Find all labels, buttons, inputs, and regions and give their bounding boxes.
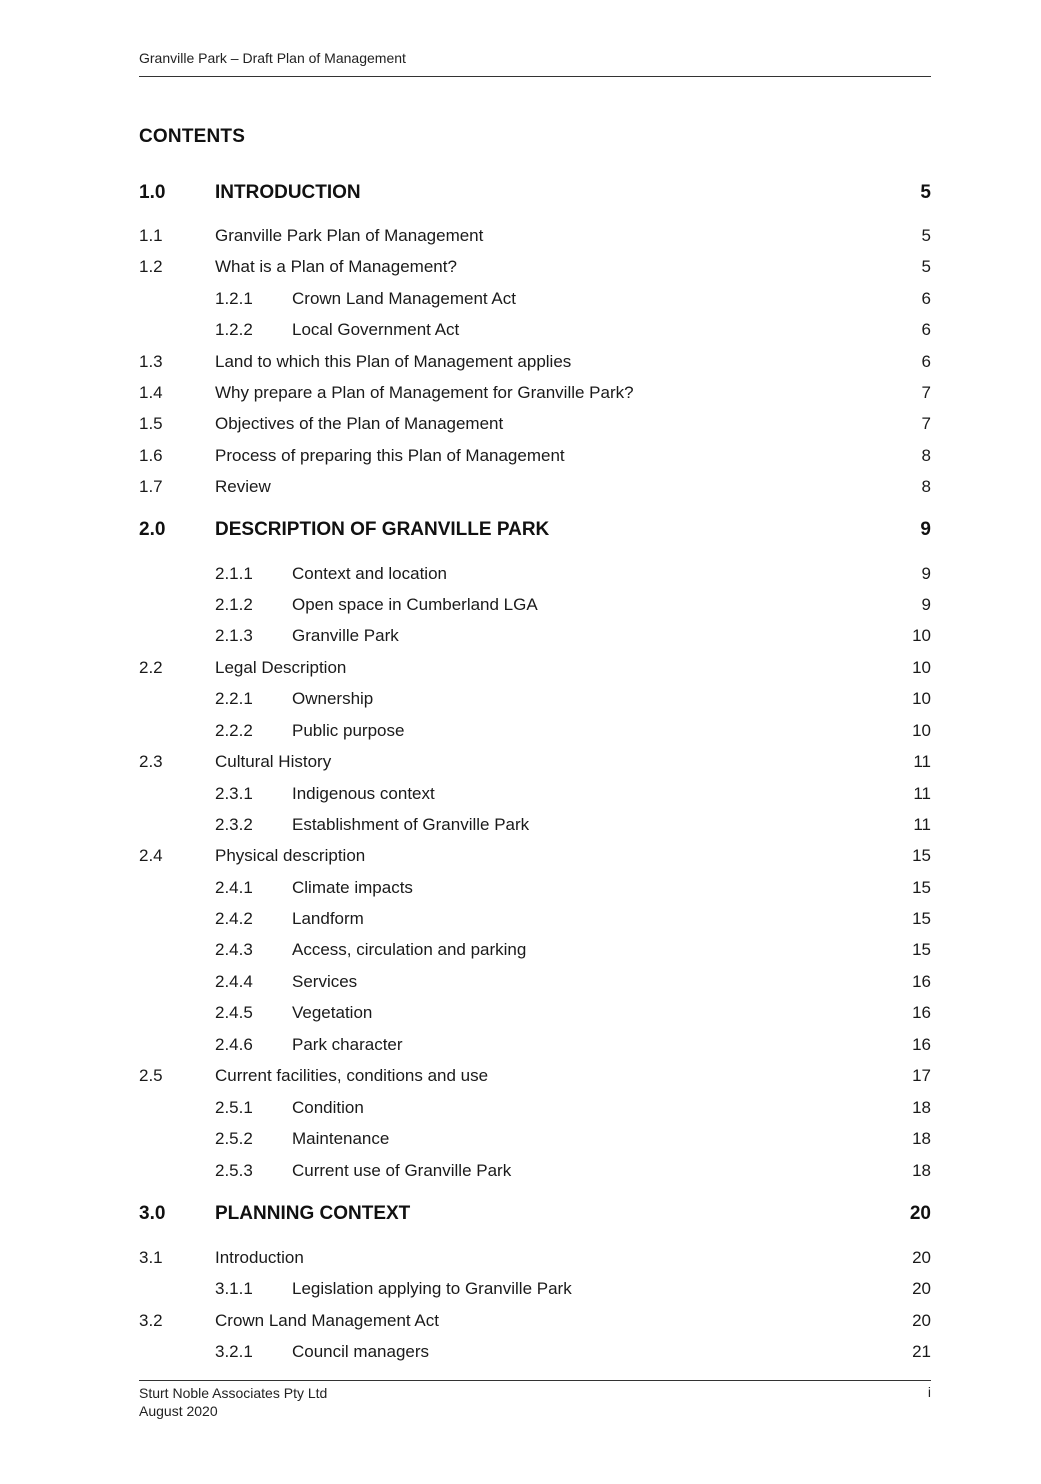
- toc-entry[interactable]: [139, 658, 931, 684]
- toc-number: 2.3.2: [215, 815, 253, 834]
- toc-section-heading[interactable]: [139, 182, 931, 208]
- toc-number: 2.4.1: [215, 878, 253, 897]
- toc-page-number: 8: [921, 446, 931, 465]
- toc-title: Local Government Act: [292, 320, 460, 339]
- toc-title: Granville Park Plan of Management: [215, 226, 484, 245]
- toc-subentry[interactable]: [139, 1035, 931, 1061]
- toc-subentry[interactable]: [139, 564, 931, 590]
- toc-page-number: 20: [912, 1279, 931, 1298]
- toc-page-number: 9: [921, 595, 931, 614]
- toc-number: 2.4: [139, 846, 163, 865]
- toc-entry[interactable]: [139, 257, 931, 283]
- toc-number: 1.2.1: [215, 289, 253, 308]
- toc-page-number: 15: [912, 846, 931, 865]
- toc-page-number: 10: [912, 626, 931, 645]
- toc-page-number: 16: [912, 972, 931, 991]
- toc-title: Objectives of the Plan of Management: [215, 414, 504, 433]
- toc-number: 2.5: [139, 1066, 163, 1085]
- toc-number: 3.2: [139, 1311, 163, 1330]
- toc-subentry[interactable]: [139, 940, 931, 966]
- footer-company: Sturt Noble Associates Pty Ltd: [139, 1385, 328, 1401]
- toc-title: Access, circulation and parking: [292, 940, 527, 959]
- toc-page-number: 7: [921, 383, 931, 402]
- toc-number: 1.6: [139, 446, 163, 465]
- toc-entry[interactable]: [139, 226, 931, 252]
- toc-number: 2.3: [139, 752, 163, 771]
- toc-title: Process of preparing this Plan of Management: [215, 446, 565, 465]
- toc-entry[interactable]: [139, 846, 931, 872]
- toc-title: Introduction: [215, 1248, 304, 1267]
- toc-number: 2.2.1: [215, 689, 253, 708]
- toc-page-number: 21: [912, 1342, 931, 1361]
- toc-number: 2.4.6: [215, 1035, 253, 1054]
- toc-title: Context and location: [292, 564, 447, 583]
- toc-title: Open space in Cumberland LGA: [292, 595, 538, 614]
- toc-title: Climate impacts: [292, 878, 413, 897]
- toc-page-number: 16: [912, 1035, 931, 1054]
- toc-subentry[interactable]: [139, 1003, 931, 1029]
- toc-page-number: 18: [912, 1161, 931, 1180]
- toc-entry[interactable]: [139, 414, 931, 440]
- toc-number: 1.1: [139, 226, 163, 245]
- toc-number: 2.2.2: [215, 721, 253, 740]
- toc-title: Crown Land Management Act: [215, 1311, 439, 1330]
- toc-page-number: 16: [912, 1003, 931, 1022]
- toc-title: Indigenous context: [292, 784, 435, 803]
- toc-number: 1.5: [139, 414, 163, 433]
- toc-page-number: 5: [921, 226, 931, 245]
- toc-number: 1.2.2: [215, 320, 253, 339]
- toc-entry[interactable]: [139, 1066, 931, 1092]
- toc-entry[interactable]: [139, 352, 931, 378]
- toc-number: 2.4.5: [215, 1003, 253, 1022]
- toc-page-number: 15: [912, 909, 931, 928]
- toc-number: 1.4: [139, 383, 163, 402]
- toc-number: 2.4.4: [215, 972, 253, 991]
- toc-page-number: 6: [921, 352, 931, 371]
- toc-number: 2.1.3: [215, 626, 253, 645]
- toc-number: 2.2: [139, 658, 163, 677]
- toc-title: Ownership: [292, 689, 374, 708]
- toc-page-number: 7: [921, 414, 931, 433]
- toc-subentry[interactable]: [139, 626, 931, 652]
- toc-page-number: 6: [921, 289, 931, 308]
- running-header: Granville Park – Draft Plan of Management: [139, 50, 406, 66]
- toc-section-heading[interactable]: [139, 1203, 931, 1229]
- footer-rule: [139, 1380, 931, 1381]
- toc-page-number: 20: [909, 1203, 931, 1224]
- toc-entry[interactable]: [139, 1248, 931, 1274]
- toc-subentry[interactable]: [139, 784, 931, 810]
- toc-title: Legal Description: [215, 658, 347, 677]
- toc-subentry[interactable]: [139, 1279, 931, 1305]
- footer-info: [139, 1384, 327, 1420]
- toc-page-number: 11: [913, 752, 931, 771]
- toc-page-number: 6: [921, 320, 931, 339]
- toc-title: Granville Park: [292, 626, 399, 645]
- toc-title: Current facilities, conditions and use: [215, 1066, 489, 1085]
- toc-page-number: 5: [921, 257, 931, 276]
- toc-subentry[interactable]: [139, 909, 931, 935]
- toc-subentry[interactable]: [139, 595, 931, 621]
- footer-date: August 2020: [139, 1403, 218, 1419]
- footer-page-number: i: [927, 1384, 931, 1400]
- toc-page-number: 17: [912, 1066, 931, 1085]
- toc-number: 2.5.2: [215, 1129, 253, 1148]
- toc-page-number: 5: [920, 182, 931, 203]
- toc-subentry[interactable]: [139, 972, 931, 998]
- toc-title: Why prepare a Plan of Management for Granville Park?: [215, 383, 634, 402]
- toc-entry[interactable]: [139, 1311, 931, 1337]
- toc-title: Physical description: [215, 846, 366, 865]
- toc-number: 1.0: [139, 182, 166, 203]
- toc-title: Establishment of Granville Park: [292, 815, 530, 834]
- contents-title: CONTENTS: [139, 126, 246, 147]
- toc-number: 2.1.1: [215, 564, 253, 583]
- toc-number: 2.5.3: [215, 1161, 253, 1180]
- toc-subentry[interactable]: [139, 878, 931, 904]
- toc-subentry[interactable]: [139, 815, 931, 841]
- toc-number: 1.2: [139, 257, 163, 276]
- toc-page-number: 20: [912, 1311, 931, 1330]
- toc-subentry[interactable]: [139, 1129, 931, 1155]
- toc-page-number: 15: [912, 940, 931, 959]
- toc-page-number: 18: [912, 1129, 931, 1148]
- toc-entry[interactable]: [139, 383, 931, 409]
- toc-number: 1.3: [139, 352, 163, 371]
- toc-title: Cultural History: [215, 752, 332, 771]
- toc-title: What is a Plan of Management?: [215, 257, 457, 276]
- toc-subentry[interactable]: [139, 1098, 931, 1124]
- toc-number: 2.5.1: [215, 1098, 253, 1117]
- toc-number: 1.7: [139, 477, 163, 496]
- toc-title: Condition: [292, 1098, 364, 1117]
- toc-title: Council managers: [292, 1342, 430, 1361]
- toc-title: Review: [215, 477, 271, 496]
- toc-number: 3.2.1: [215, 1342, 253, 1361]
- toc-title: Landform: [292, 909, 364, 928]
- toc-entry[interactable]: [139, 752, 931, 778]
- toc-title: Legislation applying to Granville Park: [292, 1279, 572, 1298]
- toc-page-number: 10: [912, 689, 931, 708]
- toc-page-number: 8: [921, 477, 931, 496]
- toc-title: Current use of Granville Park: [292, 1161, 512, 1180]
- toc-title: Services: [292, 972, 358, 991]
- toc-entry[interactable]: [139, 477, 931, 503]
- toc-number: 2.3.1: [215, 784, 253, 803]
- toc-number: 3.1: [139, 1248, 163, 1267]
- toc-title: Vegetation: [292, 1003, 373, 1022]
- toc-page-number: 18: [912, 1098, 931, 1117]
- toc-title: Land to which this Plan of Management applies: [215, 352, 572, 371]
- toc-title: INTRODUCTION: [215, 182, 361, 203]
- toc-subentry[interactable]: [139, 289, 931, 315]
- toc-subentry[interactable]: [139, 320, 931, 346]
- toc-number: 2.0: [139, 519, 166, 540]
- toc-page-number: 11: [913, 815, 931, 834]
- toc-title: DESCRIPTION OF GRANVILLE PARK: [215, 519, 550, 540]
- toc-subentry[interactable]: [139, 1342, 931, 1368]
- toc-title: Public purpose: [292, 721, 405, 740]
- toc-title: Park character: [292, 1035, 403, 1054]
- toc-subentry[interactable]: [139, 721, 931, 747]
- toc-title: Maintenance: [292, 1129, 390, 1148]
- toc-number: 3.1.1: [215, 1279, 253, 1298]
- toc-number: 2.1.2: [215, 595, 253, 614]
- toc-page-number: 15: [912, 878, 931, 897]
- toc-section-heading[interactable]: [139, 519, 931, 545]
- toc-page-number: 9: [920, 519, 931, 540]
- toc-page-number: 10: [912, 721, 931, 740]
- toc-title: Crown Land Management Act: [292, 289, 516, 308]
- toc-entry[interactable]: [139, 446, 931, 472]
- toc-subentry[interactable]: [139, 1161, 931, 1187]
- toc-subentry[interactable]: [139, 689, 931, 715]
- toc-page-number: 11: [913, 784, 931, 803]
- toc-page-number: 9: [921, 564, 931, 583]
- toc-page-number: 20: [912, 1248, 931, 1267]
- toc-number: 3.0: [139, 1203, 166, 1224]
- toc-number: 2.4.3: [215, 940, 253, 959]
- toc-number: 2.4.2: [215, 909, 253, 928]
- toc-title: PLANNING CONTEXT: [215, 1203, 411, 1224]
- toc-page-number: 10: [912, 658, 931, 677]
